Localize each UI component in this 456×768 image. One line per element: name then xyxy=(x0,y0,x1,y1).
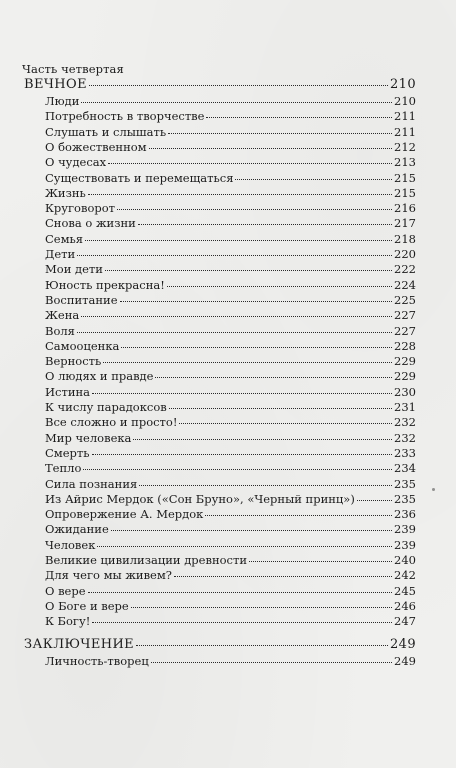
toc-section-title: ЗАКЛЮЧЕНИЕ xyxy=(24,637,135,652)
toc-page-number: 235 xyxy=(394,491,416,506)
leader-dots xyxy=(179,423,392,424)
toc-page-number: 218 xyxy=(394,231,416,246)
toc-entry xyxy=(45,477,416,491)
toc-page-number: 211 xyxy=(394,124,416,139)
toc-page-number: 247 xyxy=(394,614,416,629)
part-label: Часть четвертая xyxy=(22,62,124,76)
toc-entry-title: О вере xyxy=(45,583,86,598)
leader-dots xyxy=(92,622,392,623)
toc-page-number: 212 xyxy=(394,139,416,154)
leader-dots xyxy=(108,163,392,164)
toc-page-number: 227 xyxy=(394,323,416,338)
toc-entry-title: Из Айрис Мердок («Сон Бруно», «Черный принц») xyxy=(45,491,355,506)
leader-dots xyxy=(167,286,392,287)
toc-entry xyxy=(45,140,416,154)
toc-entry-title: Опровержение А. Мердок xyxy=(45,507,204,522)
toc-entry xyxy=(45,369,416,383)
leader-dots xyxy=(81,316,392,317)
toc-page-number: 234 xyxy=(394,461,416,476)
toc-page-number: 224 xyxy=(394,277,416,292)
toc-section-row xyxy=(24,637,416,652)
leader-dots xyxy=(85,240,392,241)
toc-entry-title: Для чего мы живем? xyxy=(45,568,172,583)
toc-entry-title: Мои дети xyxy=(45,262,103,277)
toc-page-number: 210 xyxy=(394,94,416,108)
toc-entry-title: Ожидание xyxy=(45,522,109,537)
toc-page-number: 246 xyxy=(394,598,416,613)
toc-entry-title: Самооценка xyxy=(45,338,120,353)
leader-dots xyxy=(97,546,392,547)
leader-dots xyxy=(249,561,392,562)
toc-entry-title: Великие цивилизации древности xyxy=(45,553,247,567)
leader-dots xyxy=(88,194,392,195)
toc-entry-title: Верность xyxy=(45,354,102,369)
toc-entry xyxy=(45,385,416,399)
toc-page-number: 220 xyxy=(394,247,416,261)
toc-entry-title: К Богу! xyxy=(45,614,91,629)
toc-entry xyxy=(45,584,416,598)
toc-entry-title: Смерть xyxy=(45,445,90,460)
leader-dots xyxy=(149,148,392,149)
page-speck xyxy=(432,488,435,491)
toc-page-number: 240 xyxy=(394,553,416,567)
leader-dots xyxy=(81,102,392,103)
toc-entry-title: Жизнь xyxy=(45,185,86,200)
toc-entry-title: Мир человека xyxy=(45,430,132,445)
toc-entry-title: Семья xyxy=(45,231,84,246)
toc-page-number: 215 xyxy=(394,170,416,185)
toc-entry xyxy=(45,186,416,200)
toc-entry xyxy=(45,599,416,613)
leader-dots xyxy=(206,117,392,118)
leader-dots xyxy=(205,515,392,516)
toc-entry-title: Воспитание xyxy=(45,292,118,307)
leader-dots xyxy=(139,485,392,486)
toc-entry xyxy=(45,522,416,536)
leader-dots xyxy=(92,393,392,394)
toc-entry xyxy=(45,431,416,445)
toc-page-number: 217 xyxy=(394,216,416,231)
leader-dots xyxy=(169,408,392,409)
toc-entry-title: К числу парадоксов xyxy=(45,400,167,414)
toc-page-number: 231 xyxy=(394,400,416,414)
toc-entry-title: Люди xyxy=(45,94,80,108)
toc-entry-title: Тепло xyxy=(45,461,82,476)
toc-entry xyxy=(45,415,416,429)
toc-entry-title: О людях и правде xyxy=(45,369,154,384)
toc-entry xyxy=(45,232,416,246)
toc-entry xyxy=(45,553,416,567)
toc-entry xyxy=(45,654,416,668)
leader-dots xyxy=(89,85,388,86)
toc-page-number: 245 xyxy=(394,583,416,598)
leader-dots xyxy=(151,662,392,663)
leader-dots xyxy=(235,179,392,180)
leader-dots xyxy=(121,347,392,348)
leader-dots xyxy=(103,362,392,363)
toc-page-number: 233 xyxy=(394,445,416,460)
toc-entry xyxy=(45,171,416,185)
toc-entry-title: Потребность в творчестве xyxy=(45,109,205,124)
toc-entry xyxy=(45,538,416,552)
toc-page-number: 229 xyxy=(394,354,416,369)
toc-section-row xyxy=(24,77,416,92)
toc-entry-title: Все сложно и просто! xyxy=(45,415,178,430)
toc-entry xyxy=(45,507,416,521)
toc-entry xyxy=(45,278,416,292)
toc-entry xyxy=(45,293,416,307)
toc-entry xyxy=(45,109,416,123)
toc-page-number: 236 xyxy=(394,507,416,522)
toc-entry xyxy=(45,94,416,108)
leader-dots xyxy=(92,454,393,455)
toc-entry-title: О божественном xyxy=(45,139,147,154)
leader-dots xyxy=(117,209,392,210)
toc-entry-title: О чудесах xyxy=(45,155,107,170)
toc-page-number: 228 xyxy=(394,338,416,353)
toc-entry-title: Истина xyxy=(45,384,91,399)
toc-entry-title: Жена xyxy=(45,308,80,323)
toc-page-number: 230 xyxy=(394,384,416,399)
toc-page-number: 216 xyxy=(394,201,416,216)
toc-entry xyxy=(45,125,416,139)
toc-section-title: ВЕЧНОЕ xyxy=(24,77,87,92)
leader-dots xyxy=(88,592,393,593)
toc-entry xyxy=(45,614,416,628)
toc-entry xyxy=(45,446,416,460)
toc-entry xyxy=(45,324,416,338)
toc-page-number: 232 xyxy=(394,415,416,430)
toc-entry-title: Юность прекрасна! xyxy=(45,277,165,292)
toc-page-number: 232 xyxy=(394,430,416,445)
toc-entry xyxy=(45,339,416,353)
toc-entry-title: О Боге и вере xyxy=(45,598,129,613)
toc-page-number: 239 xyxy=(394,522,416,537)
toc-page-number: 213 xyxy=(394,155,416,170)
leader-dots xyxy=(77,255,392,256)
toc-entry xyxy=(45,400,416,414)
toc-entry-title: Личность-творец xyxy=(45,654,149,668)
toc-page-number: 227 xyxy=(394,308,416,323)
toc-entry-title: Воля xyxy=(45,323,75,338)
toc-entry xyxy=(45,308,416,322)
leader-dots xyxy=(174,576,392,577)
leader-dots xyxy=(131,607,392,608)
toc-page-number: 242 xyxy=(394,568,416,583)
toc-entry xyxy=(45,568,416,582)
toc-page-number: 222 xyxy=(394,262,416,277)
toc-page-number: 249 xyxy=(394,654,416,668)
toc-page-number: 225 xyxy=(394,292,416,307)
leader-dots xyxy=(111,530,392,531)
toc-entry-title: Слушать и слышать xyxy=(45,124,167,139)
toc-entry-title: Сила познания xyxy=(45,476,138,491)
toc-entry xyxy=(45,216,416,230)
leader-dots xyxy=(133,439,392,440)
toc-entry-title: Снова о жизни xyxy=(45,216,136,231)
leader-dots xyxy=(168,133,392,134)
leader-dots xyxy=(105,270,392,271)
leader-dots xyxy=(120,301,393,302)
leader-dots xyxy=(357,500,392,501)
toc-entry xyxy=(45,262,416,276)
toc-entry-title: Человек xyxy=(45,537,96,552)
leader-dots xyxy=(77,332,392,333)
toc-entry-title: Существовать и перемещаться xyxy=(45,170,234,185)
toc-page-number: 239 xyxy=(394,537,416,552)
toc-page-number: 235 xyxy=(394,476,416,491)
leader-dots xyxy=(155,377,392,378)
leader-dots xyxy=(83,469,392,470)
toc-entry xyxy=(45,461,416,475)
toc-page-number: 211 xyxy=(394,109,416,124)
toc-entry xyxy=(45,354,416,368)
leader-dots xyxy=(138,224,392,225)
toc-page-number: 215 xyxy=(394,185,416,200)
toc-entry xyxy=(45,155,416,169)
toc-entry-title: Дети xyxy=(45,247,76,261)
toc-entry xyxy=(45,201,416,215)
toc-page-number: 210 xyxy=(389,77,416,92)
toc-entry xyxy=(45,492,416,506)
toc-page-number: 249 xyxy=(389,637,416,652)
toc-entry xyxy=(45,247,416,261)
toc-entry-title: Круговорот xyxy=(45,201,116,216)
toc-page-number: 229 xyxy=(394,369,416,384)
leader-dots xyxy=(136,645,388,646)
